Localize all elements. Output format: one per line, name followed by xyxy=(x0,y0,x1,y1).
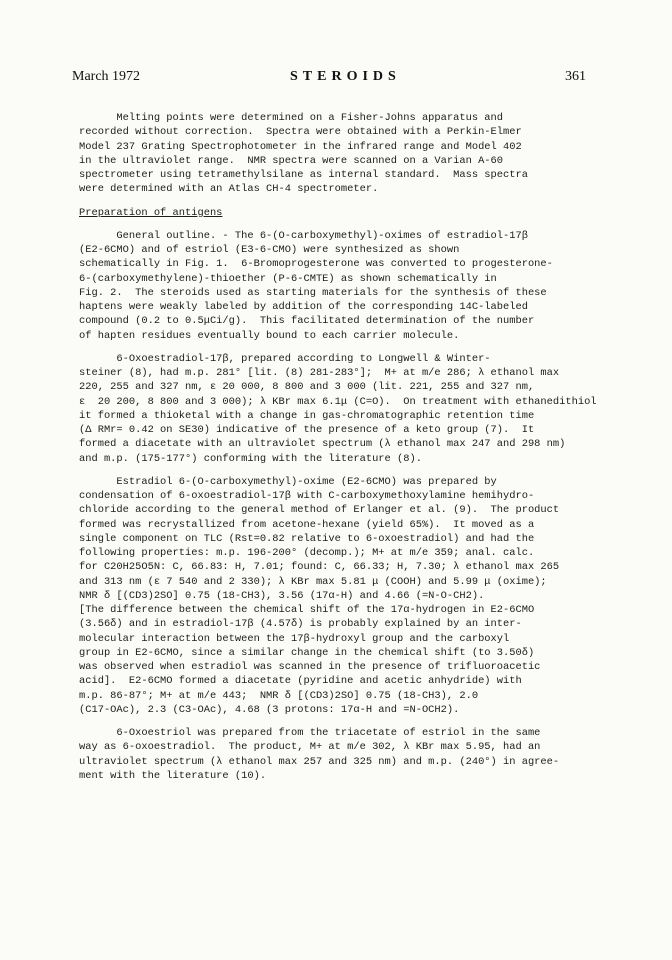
text-line: were determined with an Atlas CH-4 spectrometer. xyxy=(79,183,379,196)
text-line: [The difference between the chemical shift of the 17α-hydrogen in E2-6CMO xyxy=(79,604,535,616)
text-line: m.p. 86-87°; M+ at m/e 443; NMR δ [(CD3)2SO] 0.75 (18-CH3), 2.0 xyxy=(79,689,479,702)
journal-name: STEROIDS xyxy=(290,69,401,84)
header-date: March 1972 xyxy=(72,69,141,84)
text-line: spectrometer using tetramethylsilane as internal standard. Mass spectra xyxy=(79,169,528,181)
text-line: following properties: m.p. 196-200° (decomp.); M+ at m/e 359; anal. calc. xyxy=(79,547,535,559)
text-line: (Δ RMr= 0.42 on SE30) indicative of the presence of a keto group (7). It xyxy=(79,424,535,436)
section-heading xyxy=(79,206,614,220)
text-line: formed was recrystallized from acetone-hexane (yield 65%). It moved as a xyxy=(79,518,535,531)
text-line: and 313 nm (ε 7 540 and 2 330); λ KBr max 5.81 μ (COOH) and 5.99 μ (oxime); xyxy=(79,575,547,588)
text-line: schematically in Fig. 1. 6-Bromoprogesterone was converted to progesterone- xyxy=(79,258,553,271)
text-line: condensation of 6-oxoestradiol-17β with C-carboxymethoxylamine hemihydro- xyxy=(79,490,535,502)
text-line: formed a diacetate with an ultraviolet spectrum (λ ethanol max 247 and 298 nm) xyxy=(79,438,566,451)
text-line: ε 20 200, 8 800 and 3 000); λ KBr max 6.1μ (C=O). On treatment with ethanedithiol xyxy=(79,395,597,408)
text-line: General outline. - The 6-(O-carboxymethyl)-oximes of estradiol-17β xyxy=(79,229,528,242)
methods-paragraph xyxy=(79,111,614,197)
general-outline-paragraph xyxy=(79,229,614,343)
text-line: haptens were weakly labeled by addition of the corresponding 14C-labeled xyxy=(79,301,528,313)
text-line: 6-Oxoestriol was prepared from the triacetate of estriol in the same xyxy=(79,727,541,739)
text-line: compound (0.2 to 0.5μCi/g). This facilitated determination of the number xyxy=(79,315,535,328)
page-number: 361 xyxy=(565,69,586,84)
text-line: 220, 255 and 327 nm, ε 20 000, 8 800 and 3 000 (lit. 221, 255 and 327 nm, xyxy=(79,381,535,394)
estradiol-cmo-paragraph xyxy=(79,475,614,717)
page-body xyxy=(79,111,614,783)
text-line: ment with the literature (10). xyxy=(79,769,267,782)
page-header xyxy=(0,69,672,89)
oxoestriol-paragraph xyxy=(79,726,614,783)
text-line: recorded without correction. Spectra were obtained with a Perkin-Elmer xyxy=(79,126,522,139)
text-line: chloride according to the general method of Erlanger et al. (9). The product xyxy=(79,504,560,517)
text-line: in the ultraviolet range. NMR spectra were scanned on a Varian A-60 xyxy=(79,154,504,167)
text-line: steiner (8), had m.p. 281° [lit. (8) 281-283°]; M+ at m/e 286; λ ethanol max xyxy=(79,367,560,379)
text-line: was observed when estradiol was scanned in the presence of trifluoroacetic xyxy=(79,661,541,673)
section-heading-text: Preparation of antigens xyxy=(79,206,223,219)
text-line: Melting points were determined on a Fisher-Johns apparatus and xyxy=(79,112,504,124)
oxoestradiol-paragraph xyxy=(79,352,614,466)
text-line: (C17-OAc), 2.3 (C3-OAc), 4.68 (3 protons: 17α-H and =N-OCH2). xyxy=(79,703,460,716)
text-line: molecular interaction between the 17β-hydroxyl group and the carboxyl xyxy=(79,632,510,645)
text-line: Model 237 Grating Spectrophotometer in the infrared range and Model 402 xyxy=(79,140,522,153)
text-line: Fig. 2. The steroids used as starting materials for the synthesis of these xyxy=(79,286,547,299)
text-line: Estradiol 6-(O-carboxymethyl)-oxime (E2-6CMO) was prepared by xyxy=(79,475,497,488)
text-line: and m.p. (175-177°) conforming with the literature (8). xyxy=(79,452,422,465)
text-line: (3.56δ) and in estradiol-17β (4.57δ) is probably explained by an inter- xyxy=(79,618,522,631)
text-line: it formed a thioketal with a change in gas-chromatographic retention time xyxy=(79,409,535,422)
text-line: way as 6-oxoestradiol. The product, M+ at m/e 302, λ KBr max 5.95, had an xyxy=(79,741,541,754)
text-line: of hapten residues eventually bound to each carrier molecule. xyxy=(79,329,460,342)
text-line: single component on TLC (Rst=0.82 relative to 6-oxoestradiol) and had the xyxy=(79,532,535,545)
text-line: NMR δ [(CD3)2SO] 0.75 (18-CH3), 3.56 (17α-H) and 4.66 (=N-O-CH2). xyxy=(79,589,485,602)
text-line: 6-(carboxymethylene)-thioether (P-6-CMTE) as shown schematically in xyxy=(79,272,497,285)
text-line: group in E2-6CMO, since a similar change in the chemical shift (to 3.50δ) xyxy=(79,646,535,659)
text-line: acid]. E2-6CMO formed a diacetate (pyridine and acetic anhydride) with xyxy=(79,675,522,688)
text-line: (E2-6CMO) and of estriol (E3-6-CMO) were synthesized as shown xyxy=(79,244,460,256)
text-line: ultraviolet spectrum (λ ethanol max 257 and 325 nm) and m.p. (240°) in agree- xyxy=(79,755,560,768)
text-line: 6-Oxoestradiol-17β, prepared according to Longwell & Winter- xyxy=(79,352,491,365)
text-line: for C20H25O5N: C, 66.83: H, 7.01; found: C, 66.33; H, 7.30; λ ethanol max 265 xyxy=(79,561,560,574)
